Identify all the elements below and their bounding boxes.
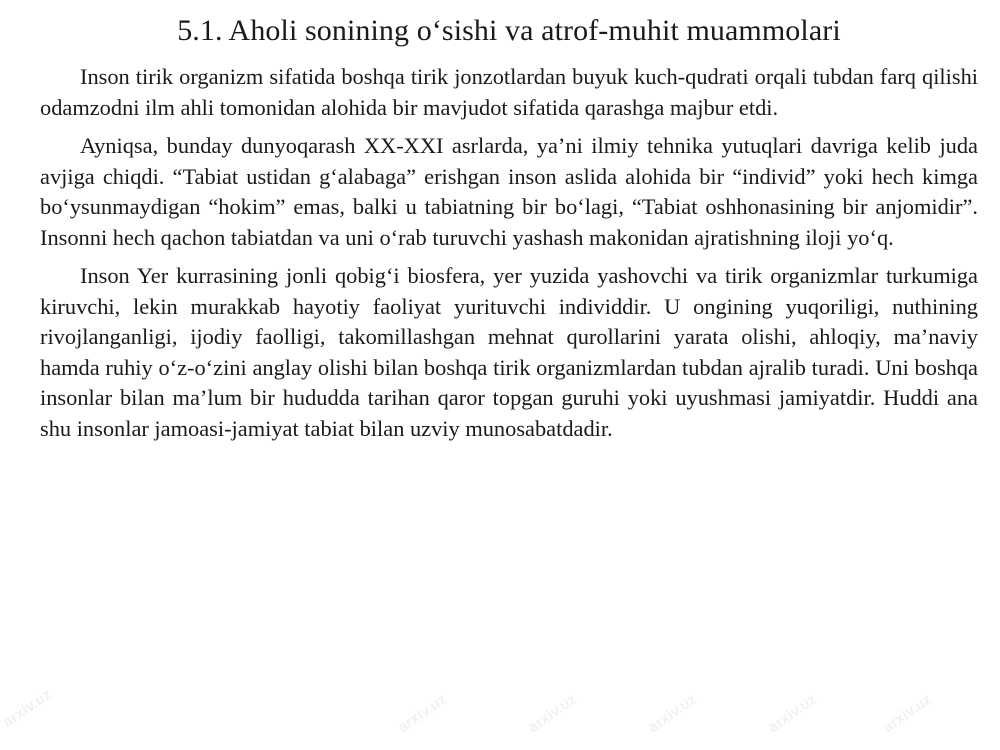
paragraph-2: Ayniqsa, bunday dunyoqarash XX-XXI asrlarda, ya’ni ilmiy tehnika yutuqlari davriga kelib juda avjiga chiqdi. “Tabiat ustidan g‘alabaga” erishgan inson aslida alohida bir “individ” yoki hech kimga bo‘ysunmaydigan “hokim” emas, balki u tabiatning bir bo‘lagi, “Tabiat oshhonasining bir anjomidir”. Insonni hech qachon tabiatdan va uni o‘rab turuvchi yashash makonidan ajratishning iloji yo‘q. xyxy=(40,133,978,250)
watermark-4: arxiv.uz xyxy=(765,690,820,737)
watermark-5: arxiv.uz xyxy=(880,690,935,737)
section-title: 5.1. Aholi sonining o‘sishi va atrof-muhit muammolari xyxy=(177,14,841,47)
document-page xyxy=(40,0,978,452)
watermark-6: arxiv.uz xyxy=(0,685,55,732)
watermark-3: arxiv.uz xyxy=(645,690,700,737)
watermark-1: arxiv.uz xyxy=(395,690,450,737)
watermark-2: arxiv.uz xyxy=(525,690,580,737)
paragraph-3: Inson Yer kurrasining jonli qobig‘i biosfera, yer yuzida yashovchi va tirik organizmlar turkumiga kiruvchi, lekin murakkab hayotiy faoliyat yurituvchi individdir. U ongining yuqoriligi, nuthining rivojlanganligi, ijodiy faolligi, takomillashgan mehnat qurollarini yarata olishi, ahloqiy, ma’naviy hamda ruhiy o‘z-o‘zini anglay olishi bilan boshqa tirik organizmlardan tubdan ajralib turadi. Uni boshqa insonlar bilan ma’lum bir hududda tarihan qaror topgan guruhi yoki uyushmasi jamiyatdir. Huddi ana shu insonlar jamoasi-jamiyat tabiat bilan uzviy munosabatdadir. xyxy=(40,263,978,441)
paragraph-1: Inson tirik organizm sifatida boshqa tirik jonzotlardan buyuk kuch-qudrati orqali tubdan farq qilishi odamzodni ilm ahli tomonidan alohida bir mavjudot sifatida qarashga majbur etdi. xyxy=(40,64,978,120)
